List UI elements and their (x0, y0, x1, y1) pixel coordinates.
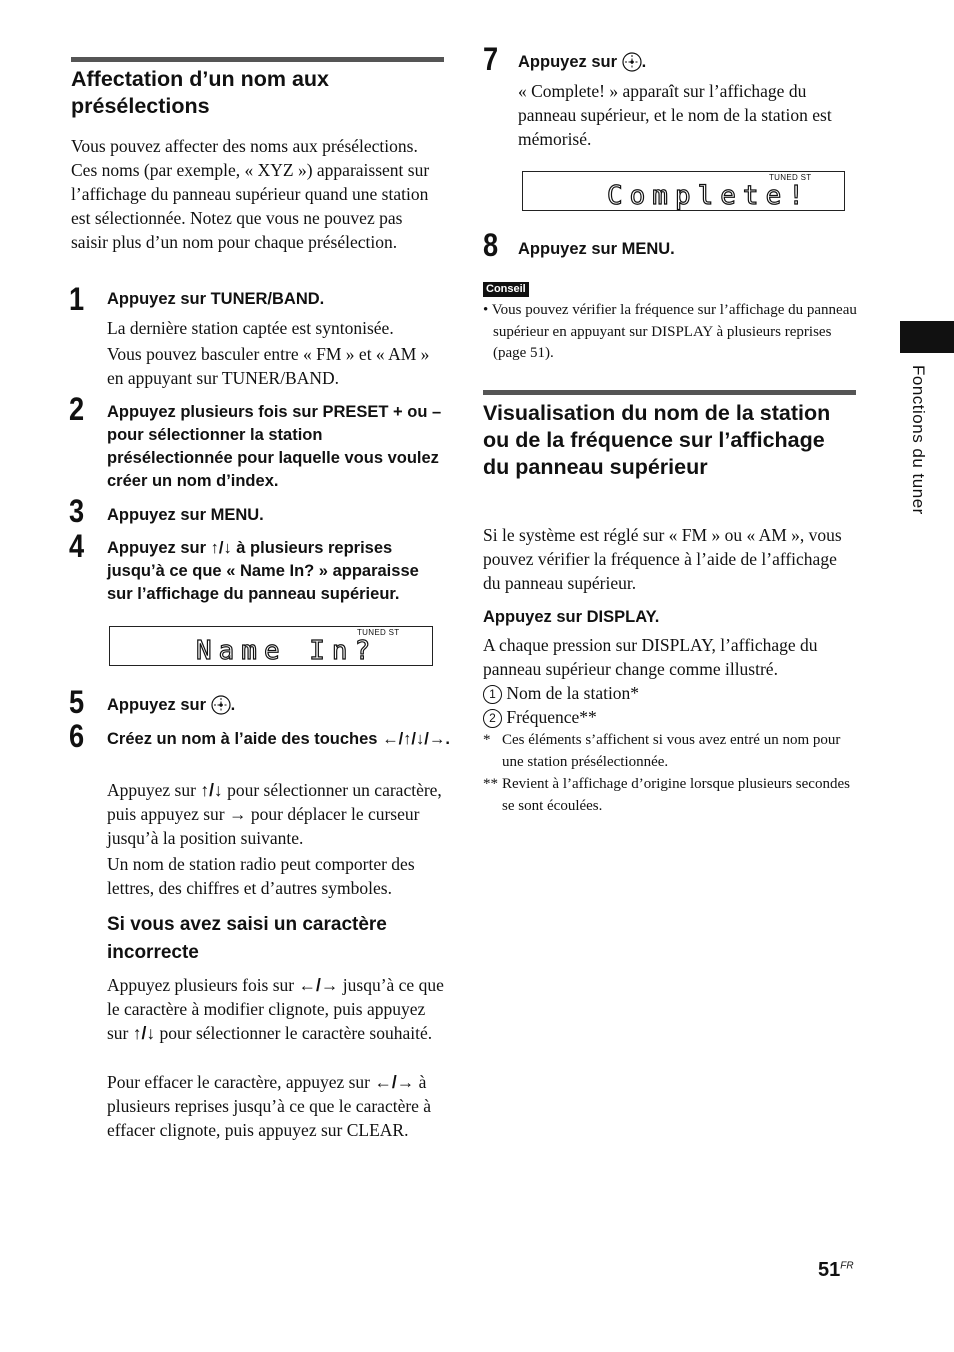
section-title: Visualisation du nom de la station ou de la fréquence sur l’affichage du panneau supérieur (483, 401, 831, 479)
footnote-text: Ces éléments s’affichent si vous avez entré un nom pour une station présélectionnée. (502, 732, 841, 770)
list-item: 1 Nom de la station* (483, 681, 639, 705)
step-6-body-2: Un nom de station radio peut comporter des lettres, des chiffres et d’autres symboles. (107, 854, 415, 898)
right-arrow-icon: → (229, 804, 247, 824)
subsection-body-2: Pour effacer le caractère, appuyez sur ←/→ à plusieurs reprises jusqu’à ce que le caractère à effacer clignote, puis appuyez sur CLEAR. (107, 1072, 432, 1140)
tip-text: • Vous pouvez vérifier la fréquence sur l’affichage du panneau supérieur en appuyant sur DISPLAY à plusieurs reprises (page 51). (483, 302, 857, 361)
lcd-indicators: TUNED ST (769, 173, 812, 182)
step-number-4: 4 (69, 528, 85, 564)
subsection-title: Si vous avez saisi un caractère incorrecte (107, 914, 387, 963)
step-2-title: Appuyez plusieurs fois sur PRESET + ou – pour sélectionner la station présélectionnée pour laquelle vous voulez créer un nom d’index. (107, 403, 442, 490)
step-1-body-2: Vous pouvez basculer entre « FM » et « AM » en appuyant sur TUNER/BAND. (107, 344, 430, 388)
lcd-display-complete (522, 171, 845, 211)
sidebar-tab-marker (900, 321, 954, 353)
step-8-title: Appuyez sur MENU. (518, 240, 675, 258)
sidebar-chapter-label: Fonctions du tuner (909, 365, 928, 515)
left-right-arrows-icon: ←/→ (298, 975, 339, 995)
step-number-5: 5 (69, 684, 85, 720)
circled-number: 1 (483, 685, 502, 704)
step-6-title: Créez un nom à l’aide des touches ←/↑/↓/→. (107, 730, 450, 748)
step-6-body-1: Appuyez sur ↑/↓ pour sélectionner un caractère, puis appuyez sur → pour déplacer le curseur jusqu’à la position suivante. (107, 780, 442, 848)
arrow-keys-icon: ←/↑/↓/→ (382, 730, 446, 748)
section-intro: Si le système est réglé sur « FM » ou « AM », vous pouvez vérifier la fréquence à l’aide de l’affichage du panneau supérieur. (483, 525, 842, 593)
step-1-title: Appuyez sur TUNER/BAND. (107, 290, 325, 308)
footnote-marker: * (483, 732, 491, 748)
action-title: Appuyez sur DISPLAY. (483, 608, 660, 626)
lcd-text: Name In? (196, 636, 378, 666)
lcd-indicators: TUNED ST (357, 628, 400, 637)
enter-button-icon (211, 695, 231, 715)
up-down-arrows-icon: ↑/↓ (200, 780, 223, 800)
step-number-1: 1 (69, 281, 85, 317)
tip-badge: Conseil (483, 279, 529, 297)
step-number-2: 2 (69, 391, 85, 427)
section-title: Affectation d’un nom aux présélections (71, 67, 329, 118)
action-body: A chaque pression sur DISPLAY, l’affichage du panneau supérieur change comme illustré. (483, 635, 818, 679)
step-7-body: « Complete! » apparaît sur l’affichage du panneau supérieur, et le nom de la station est mémorisé. (518, 81, 832, 149)
step-number-8: 8 (483, 227, 499, 263)
up-down-arrows-icon: ↑/↓ (210, 539, 232, 557)
step-1-body-1: La dernière station captée est syntonisée. (107, 318, 394, 338)
enter-button-icon (622, 52, 642, 72)
lcd-text: Complete! (607, 181, 811, 211)
step-number-3: 3 (69, 493, 85, 529)
page-lang: FR (840, 1260, 854, 1272)
list-item: 2 Fréquence** (483, 705, 597, 729)
step-number-6: 6 (69, 718, 85, 754)
page-number: $51^{FR}$ (818, 1259, 854, 1281)
step-7-title: Appuyez sur . (518, 53, 647, 71)
section-rule (483, 390, 856, 395)
step-5-title: Appuyez sur . (107, 696, 236, 714)
section-rule (71, 57, 444, 62)
footnote-text: Revient à l’affichage d’origine lorsque plusieurs secondes se sont écoulées. (502, 776, 850, 814)
circled-number: 2 (483, 709, 502, 728)
step-4-title: Appuyez sur ↑/↓ à plusieurs reprises jusqu’à ce que « Name In? » apparaisse sur l’affichage du panneau supérieur. (107, 539, 419, 603)
left-right-arrows-icon: ←/→ (374, 1072, 415, 1092)
footnote-marker: ** (483, 776, 498, 792)
subsection-body-1: Appuyez plusieurs fois sur ←/→ jusqu’à ce que le caractère à modifier clignote, puis appuyez sur ↑/↓ pour sélectionner le caractère souhaité. (107, 975, 444, 1043)
intro-text: Vous pouvez affecter des noms aux présélections. Ces noms (par exemple, « XYZ ») apparaissent sur l’affichage du panneau supérieur quand une station est sélectionnée. Notez que vous ne pouvez pas saisir plus d’un nom pour chaque présélection. (71, 136, 430, 252)
step-3-title: Appuyez sur MENU. (107, 506, 264, 524)
up-down-arrows-icon: ↑/↓ (132, 1023, 156, 1043)
lcd-display-name-in (109, 626, 433, 666)
step-number-7: 7 (483, 41, 499, 77)
